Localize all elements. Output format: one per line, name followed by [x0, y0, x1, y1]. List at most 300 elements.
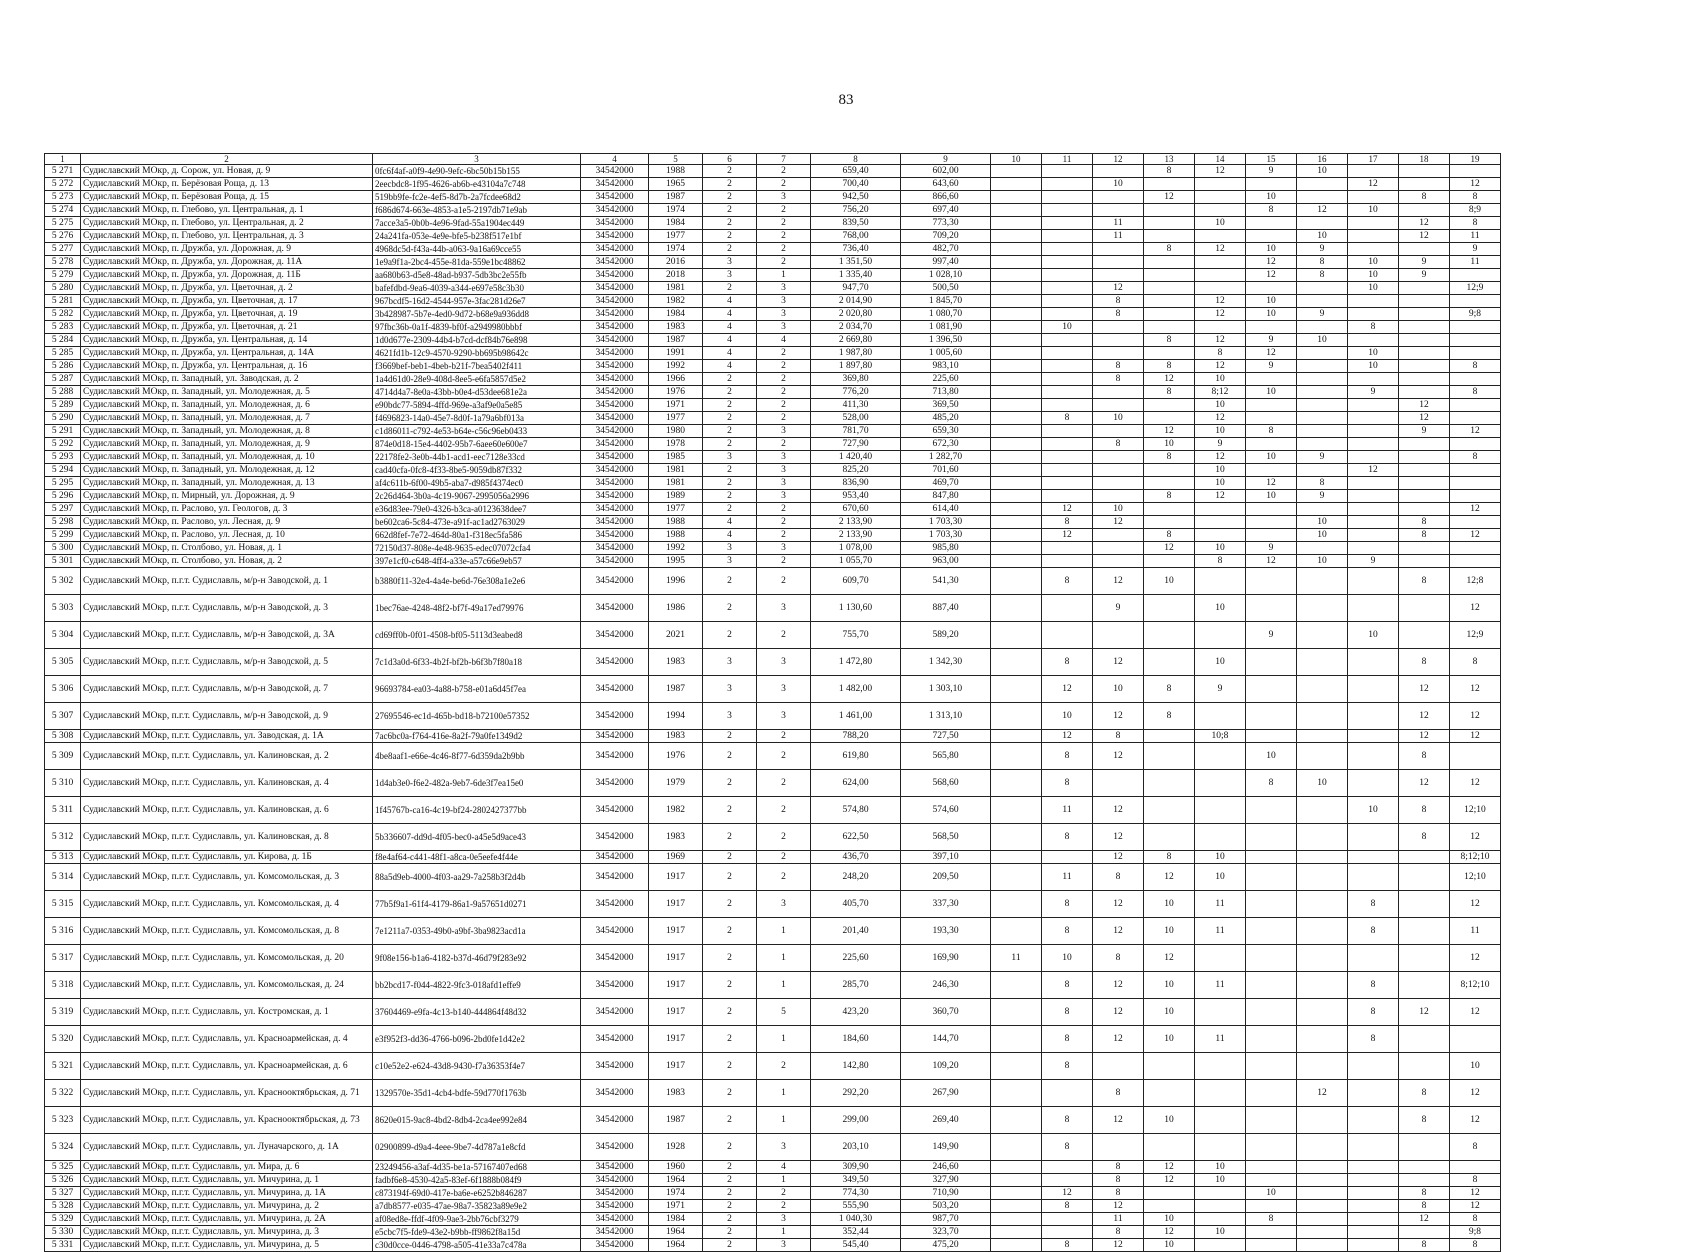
entrances-cell: 2 [757, 743, 811, 770]
col-18-cell [1399, 891, 1450, 918]
oktmo-code-cell: 34542000 [581, 542, 649, 555]
table-row [45, 347, 1501, 360]
entrances-cell: 2 [757, 730, 811, 743]
floors-cell: 2 [703, 1213, 757, 1226]
address-cell: Судиславский МОкр, п.г.т. Судиславль, ул. Комсомольская, д. 24 [81, 972, 373, 999]
col-14-cell: 10 [1195, 1161, 1246, 1174]
col-12-cell: 12 [1093, 891, 1144, 918]
col-14-cell: 10 [1195, 373, 1246, 386]
col-18-cell [1399, 360, 1450, 373]
entrances-cell: 2 [757, 797, 811, 824]
row-number-cell: 5 294 [45, 464, 81, 477]
entrances-cell: 2 [757, 386, 811, 399]
floors-cell: 2 [703, 770, 757, 797]
entrances-cell: 2 [757, 1187, 811, 1200]
entrances-cell: 1 [757, 1026, 811, 1053]
col-19-cell: 11 [1450, 918, 1501, 945]
col-13-cell [1144, 1200, 1195, 1213]
year-built-cell: 1971 [649, 1200, 703, 1213]
col-15-cell [1246, 918, 1297, 945]
housing-registry-table-wrapper [44, 153, 1501, 1252]
oktmo-code-cell: 34542000 [581, 256, 649, 269]
col-12-cell: 12 [1093, 516, 1144, 529]
col-16-cell [1297, 1226, 1348, 1239]
total-area-cell: 225,60 [811, 945, 901, 972]
row-number-cell: 5 278 [45, 256, 81, 269]
entrances-cell: 2 [757, 568, 811, 595]
column-number-cell: 13 [1144, 154, 1195, 165]
col-14-cell [1195, 797, 1246, 824]
address-cell: Судиславский МОкр, п.г.т. Судиславль, м/р-н Заводской, д. 1 [81, 568, 373, 595]
living-area-cell: 541,30 [901, 568, 991, 595]
col-14-cell: 12 [1195, 490, 1246, 503]
total-area-cell: 1 335,40 [811, 269, 901, 282]
year-built-cell: 1917 [649, 918, 703, 945]
total-area-cell: 1 897,80 [811, 360, 901, 373]
col-13-cell: 8 [1144, 703, 1195, 730]
oktmo-code-cell: 34542000 [581, 743, 649, 770]
col-11-cell: 8 [1042, 1239, 1093, 1252]
col-10-cell [991, 165, 1042, 178]
col-17-cell [1348, 730, 1399, 743]
column-number-cell: 4 [581, 154, 649, 165]
floors-cell: 2 [703, 178, 757, 191]
table-row [45, 178, 1501, 191]
col-10-cell [991, 1080, 1042, 1107]
col-11-cell [1042, 490, 1093, 503]
total-area-cell: 953,40 [811, 490, 901, 503]
table-row [45, 918, 1501, 945]
col-11-cell: 8 [1042, 1026, 1093, 1053]
floors-cell: 2 [703, 1107, 757, 1134]
entrances-cell: 1 [757, 269, 811, 282]
col-19-cell: 8 [1450, 191, 1501, 204]
col-14-cell: 12 [1195, 295, 1246, 308]
col-19-cell: 8;12;10 [1450, 972, 1501, 999]
living-area-cell: 1 303,10 [901, 676, 991, 703]
total-area-cell: 2 133,90 [811, 529, 901, 542]
col-13-cell: 10 [1144, 999, 1195, 1026]
table-row [45, 503, 1501, 516]
living-area-cell: 269,40 [901, 1107, 991, 1134]
entrances-cell: 3 [757, 464, 811, 477]
floors-cell: 4 [703, 295, 757, 308]
col-19-cell [1450, 490, 1501, 503]
col-12-cell: 10 [1093, 178, 1144, 191]
row-number-cell: 5 324 [45, 1134, 81, 1161]
object-id-cell: 397e1cf0-c648-4ff4-a33e-a57c66e9eb57 [373, 555, 581, 568]
col-13-cell: 10 [1144, 1026, 1195, 1053]
living-area-cell: 246,30 [901, 972, 991, 999]
col-10-cell [991, 503, 1042, 516]
object-id-cell: 7ac6bc0a-f764-416e-8a2f-79a0fe1349d2 [373, 730, 581, 743]
col-13-cell [1144, 649, 1195, 676]
col-11-cell [1042, 1226, 1093, 1239]
col-13-cell [1144, 412, 1195, 425]
col-14-cell [1195, 1213, 1246, 1226]
row-number-cell: 5 284 [45, 334, 81, 347]
col-16-cell [1297, 1134, 1348, 1161]
col-15-cell [1246, 999, 1297, 1026]
col-18-cell [1399, 595, 1450, 622]
col-14-cell [1195, 1239, 1246, 1252]
col-17-cell [1348, 334, 1399, 347]
row-number-cell: 5 322 [45, 1080, 81, 1107]
col-11-cell: 8 [1042, 1200, 1093, 1213]
col-19-cell: 12 [1450, 945, 1501, 972]
row-number-cell: 5 319 [45, 999, 81, 1026]
entrances-cell: 2 [757, 412, 811, 425]
col-12-cell: 12 [1093, 999, 1144, 1026]
row-number-cell: 5 297 [45, 503, 81, 516]
col-19-cell: 12 [1450, 529, 1501, 542]
year-built-cell: 1960 [649, 1161, 703, 1174]
col-18-cell [1399, 243, 1450, 256]
oktmo-code-cell: 34542000 [581, 165, 649, 178]
col-18-cell [1399, 945, 1450, 972]
floors-cell: 2 [703, 386, 757, 399]
col-13-cell: 10 [1144, 438, 1195, 451]
col-11-cell [1042, 204, 1093, 217]
col-14-cell [1195, 1200, 1246, 1213]
row-number-cell: 5 302 [45, 568, 81, 595]
col-11-cell: 8 [1042, 824, 1093, 851]
oktmo-code-cell: 34542000 [581, 945, 649, 972]
row-number-cell: 5 306 [45, 676, 81, 703]
col-13-cell [1144, 743, 1195, 770]
living-area-cell: 1 313,10 [901, 703, 991, 730]
entrances-cell: 2 [757, 438, 811, 451]
col-15-cell [1246, 1200, 1297, 1213]
living-area-cell: 337,30 [901, 891, 991, 918]
col-11-cell [1042, 399, 1093, 412]
row-number-cell: 5 300 [45, 542, 81, 555]
col-13-cell: 8 [1144, 490, 1195, 503]
col-13-cell: 8 [1144, 529, 1195, 542]
col-19-cell: 11 [1450, 256, 1501, 269]
col-12-cell: 11 [1093, 1213, 1144, 1226]
col-15-cell: 9 [1246, 165, 1297, 178]
col-14-cell [1195, 1107, 1246, 1134]
col-10-cell [991, 386, 1042, 399]
year-built-cell: 2021 [649, 622, 703, 649]
oktmo-code-cell: 34542000 [581, 334, 649, 347]
col-15-cell [1246, 412, 1297, 425]
living-area-cell: 475,20 [901, 1239, 991, 1252]
floors-cell: 2 [703, 373, 757, 386]
total-area-cell: 1 420,40 [811, 451, 901, 464]
address-cell: Судиславский МОкр, п.г.т. Судиславль, м/р-н Заводской, д. 3А [81, 622, 373, 649]
col-11-cell: 8 [1042, 1134, 1093, 1161]
year-built-cell: 1982 [649, 295, 703, 308]
year-built-cell: 1996 [649, 568, 703, 595]
row-number-cell: 5 310 [45, 770, 81, 797]
floors-cell: 4 [703, 334, 757, 347]
col-18-cell [1399, 373, 1450, 386]
living-area-cell: 485,20 [901, 412, 991, 425]
living-area-cell: 997,40 [901, 256, 991, 269]
col-14-cell: 10;8 [1195, 730, 1246, 743]
oktmo-code-cell: 34542000 [581, 1161, 649, 1174]
entrances-cell: 3 [757, 1213, 811, 1226]
living-area-cell: 697,40 [901, 204, 991, 217]
col-16-cell [1297, 438, 1348, 451]
col-12-cell: 12 [1093, 282, 1144, 295]
floors-cell: 2 [703, 243, 757, 256]
col-16-cell [1297, 360, 1348, 373]
total-area-cell: 203,10 [811, 1134, 901, 1161]
table-row [45, 797, 1501, 824]
oktmo-code-cell: 34542000 [581, 1053, 649, 1080]
col-19-cell [1450, 165, 1501, 178]
table-row [45, 945, 1501, 972]
floors-cell: 2 [703, 230, 757, 243]
floors-cell: 2 [703, 622, 757, 649]
living-area-cell: 602,00 [901, 165, 991, 178]
col-14-cell [1195, 230, 1246, 243]
col-15-cell [1246, 703, 1297, 730]
col-10-cell [991, 217, 1042, 230]
table-row [45, 649, 1501, 676]
col-18-cell: 12 [1399, 770, 1450, 797]
col-15-cell: 9 [1246, 360, 1297, 373]
object-id-cell: e5cbc7f5-fde9-43e2-b9bb-ff9862f8a15d [373, 1226, 581, 1239]
entrances-cell: 3 [757, 1239, 811, 1252]
total-area-cell: 436,70 [811, 851, 901, 864]
row-number-cell: 5 276 [45, 230, 81, 243]
total-area-cell: 1 987,80 [811, 347, 901, 360]
oktmo-code-cell: 34542000 [581, 1239, 649, 1252]
col-10-cell [991, 1187, 1042, 1200]
total-area-cell: 201,40 [811, 918, 901, 945]
col-18-cell: 12 [1399, 399, 1450, 412]
entrances-cell: 2 [757, 555, 811, 568]
entrances-cell: 4 [757, 1161, 811, 1174]
entrances-cell: 1 [757, 918, 811, 945]
col-12-cell: 8 [1093, 1161, 1144, 1174]
total-area-cell: 776,20 [811, 386, 901, 399]
col-12-cell: 12 [1093, 1107, 1144, 1134]
col-14-cell: 12 [1195, 451, 1246, 464]
total-area-cell: 142,80 [811, 1053, 901, 1080]
year-built-cell: 1987 [649, 334, 703, 347]
col-15-cell: 12 [1246, 256, 1297, 269]
col-12-cell: 10 [1093, 676, 1144, 703]
col-13-cell: 10 [1144, 891, 1195, 918]
col-13-cell: 12 [1144, 945, 1195, 972]
col-19-cell [1450, 1026, 1501, 1053]
total-area-cell: 774,30 [811, 1187, 901, 1200]
floors-cell: 2 [703, 1239, 757, 1252]
col-17-cell: 8 [1348, 1026, 1399, 1053]
col-14-cell [1195, 503, 1246, 516]
col-18-cell [1399, 308, 1450, 321]
living-area-cell: 847,80 [901, 490, 991, 503]
col-13-cell [1144, 256, 1195, 269]
col-12-cell [1093, 529, 1144, 542]
col-15-cell [1246, 1134, 1297, 1161]
year-built-cell: 1984 [649, 1213, 703, 1226]
col-10-cell [991, 191, 1042, 204]
address-cell: Судиславский МОкр, п. Дружба, ул. Центральная, д. 14 [81, 334, 373, 347]
row-number-cell: 5 323 [45, 1107, 81, 1134]
year-built-cell: 1987 [649, 676, 703, 703]
floors-cell: 2 [703, 1187, 757, 1200]
floors-cell: 3 [703, 542, 757, 555]
table-row [45, 256, 1501, 269]
col-19-cell [1450, 1161, 1501, 1174]
oktmo-code-cell: 34542000 [581, 1134, 649, 1161]
floors-cell: 3 [703, 649, 757, 676]
col-19-cell [1450, 464, 1501, 477]
col-19-cell: 8 [1450, 1174, 1501, 1187]
living-area-cell: 1 080,70 [901, 308, 991, 321]
living-area-cell: 1 005,60 [901, 347, 991, 360]
floors-cell: 2 [703, 824, 757, 851]
col-16-cell: 10 [1297, 555, 1348, 568]
col-14-cell [1195, 703, 1246, 730]
col-19-cell: 12 [1450, 676, 1501, 703]
table-row [45, 770, 1501, 797]
col-10-cell [991, 730, 1042, 743]
col-17-cell [1348, 230, 1399, 243]
col-15-cell [1246, 1226, 1297, 1239]
col-12-cell: 8 [1093, 308, 1144, 321]
col-17-cell [1348, 191, 1399, 204]
col-15-cell [1246, 649, 1297, 676]
row-number-cell: 5 279 [45, 269, 81, 282]
living-area-cell: 568,50 [901, 824, 991, 851]
total-area-cell: 248,20 [811, 864, 901, 891]
oktmo-code-cell: 34542000 [581, 490, 649, 503]
col-12-cell [1093, 770, 1144, 797]
col-13-cell [1144, 797, 1195, 824]
col-14-cell: 8 [1195, 555, 1246, 568]
address-cell: Судиславский МОкр, п.г.т. Судиславль, ул. Мичурина, д. 3 [81, 1226, 373, 1239]
year-built-cell: 1974 [649, 204, 703, 217]
year-built-cell: 1964 [649, 1239, 703, 1252]
col-16-cell [1297, 918, 1348, 945]
object-id-cell: 4714d4a7-8e0a-43bb-b0e4-d53dee681e2a [373, 386, 581, 399]
floors-cell: 2 [703, 1174, 757, 1187]
col-10-cell [991, 797, 1042, 824]
col-12-cell: 8 [1093, 864, 1144, 891]
column-number-cell: 7 [757, 154, 811, 165]
col-10-cell [991, 703, 1042, 730]
col-16-cell [1297, 1053, 1348, 1080]
object-id-cell: 1d4ab3e0-f6e2-482a-9eb7-6de3f7ea15e0 [373, 770, 581, 797]
col-17-cell [1348, 412, 1399, 425]
col-18-cell: 8 [1399, 1239, 1450, 1252]
living-area-cell: 1 396,50 [901, 334, 991, 347]
col-19-cell: 8 [1450, 386, 1501, 399]
col-18-cell: 8 [1399, 1187, 1450, 1200]
col-17-cell [1348, 490, 1399, 503]
object-id-cell: f4696823-14a0-45e7-8d0f-1a79a6bf013a [373, 412, 581, 425]
year-built-cell: 1985 [649, 451, 703, 464]
col-14-cell: 10 [1195, 425, 1246, 438]
col-15-cell: 12 [1246, 269, 1297, 282]
table-row [45, 516, 1501, 529]
year-built-cell: 1995 [649, 555, 703, 568]
col-15-cell [1246, 1107, 1297, 1134]
col-15-cell [1246, 797, 1297, 824]
col-10-cell [991, 972, 1042, 999]
col-12-cell [1093, 399, 1144, 412]
address-cell: Судиславский МОкр, п. Глебово, ул. Центральная, д. 2 [81, 217, 373, 230]
table-row [45, 360, 1501, 373]
col-16-cell [1297, 425, 1348, 438]
col-17-cell: 8 [1348, 972, 1399, 999]
row-number-cell: 5 311 [45, 797, 81, 824]
col-19-cell [1450, 399, 1501, 412]
address-cell: Судиславский МОкр, п.г.т. Судиславль, ул. Мичурина, д. 2А [81, 1213, 373, 1226]
total-area-cell: 1 078,00 [811, 542, 901, 555]
col-11-cell: 11 [1042, 864, 1093, 891]
col-19-cell: 12;8 [1450, 568, 1501, 595]
column-number-cell: 1 [45, 154, 81, 165]
col-19-cell: 8 [1450, 649, 1501, 676]
col-11-cell [1042, 477, 1093, 490]
living-area-cell: 149,90 [901, 1134, 991, 1161]
living-area-cell: 985,80 [901, 542, 991, 555]
address-cell: Судиславский МОкр, п. Раслово, ул. Лесная, д. 9 [81, 516, 373, 529]
year-built-cell: 1964 [649, 1226, 703, 1239]
col-17-cell [1348, 243, 1399, 256]
total-area-cell: 352,44 [811, 1226, 901, 1239]
col-13-cell: 12 [1144, 373, 1195, 386]
col-10-cell [991, 529, 1042, 542]
row-number-cell: 5 316 [45, 918, 81, 945]
entrances-cell: 2 [757, 399, 811, 412]
object-id-cell: 7c1d3a0d-6f33-4b2f-bf2b-b6f3b7f80a18 [373, 649, 581, 676]
table-row [45, 1174, 1501, 1187]
col-11-cell [1042, 308, 1093, 321]
col-10-cell [991, 864, 1042, 891]
col-19-cell [1450, 412, 1501, 425]
col-13-cell: 10 [1144, 568, 1195, 595]
object-id-cell: be602ca6-5c84-473e-a91f-ac1ad2763029 [373, 516, 581, 529]
col-12-cell: 12 [1093, 824, 1144, 851]
living-area-cell: 987,70 [901, 1213, 991, 1226]
col-14-cell [1195, 256, 1246, 269]
object-id-cell: 1329570e-35d1-4cb4-bdfe-59d770f1763b [373, 1080, 581, 1107]
col-18-cell: 8 [1399, 743, 1450, 770]
table-row [45, 555, 1501, 568]
col-16-cell [1297, 824, 1348, 851]
oktmo-code-cell: 34542000 [581, 891, 649, 918]
total-area-cell: 1 055,70 [811, 555, 901, 568]
col-15-cell: 10 [1246, 451, 1297, 464]
living-area-cell: 713,80 [901, 386, 991, 399]
entrances-cell: 2 [757, 851, 811, 864]
col-11-cell: 12 [1042, 1187, 1093, 1200]
col-14-cell [1195, 282, 1246, 295]
col-12-cell: 12 [1093, 649, 1144, 676]
col-13-cell: 10 [1144, 972, 1195, 999]
col-10-cell [991, 308, 1042, 321]
col-11-cell [1042, 451, 1093, 464]
entrances-cell: 2 [757, 165, 811, 178]
col-15-cell [1246, 217, 1297, 230]
col-19-cell: 12;10 [1450, 797, 1501, 824]
col-17-cell [1348, 595, 1399, 622]
col-18-cell: 9 [1399, 425, 1450, 438]
col-19-cell: 9 [1450, 243, 1501, 256]
year-built-cell: 2016 [649, 256, 703, 269]
entrances-cell: 3 [757, 295, 811, 308]
col-16-cell [1297, 412, 1348, 425]
